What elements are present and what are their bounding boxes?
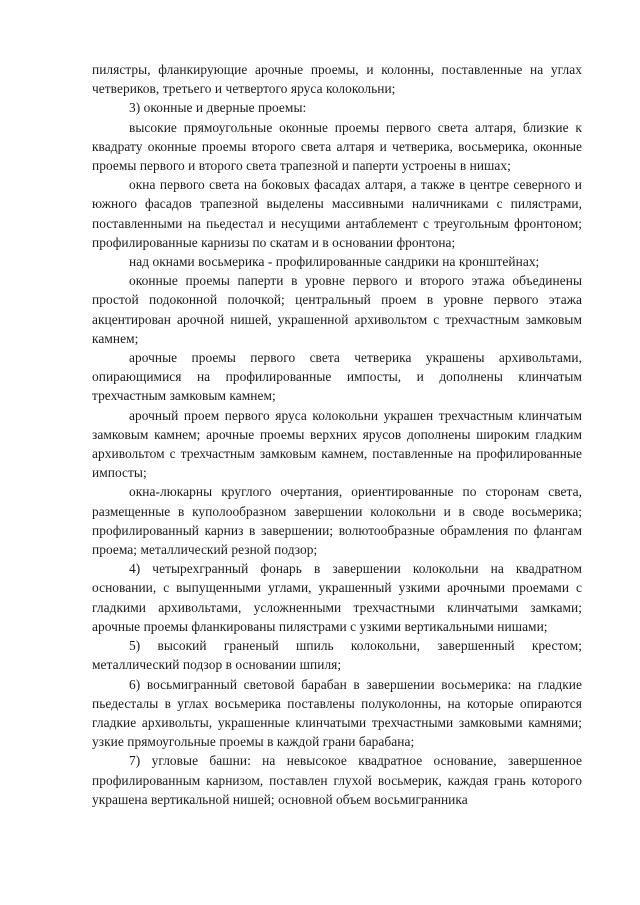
paragraph-pilasters: пилястры, фланкирующие арочные проемы, и колонны, поставленные на углах четвериков, третьего и четвертого яруса колокольни; xyxy=(92,62,582,97)
paragraph-corner-towers: 7) угловые башни: на невысокое квадратное основание, завершенное профилированным карнизом, поставлен глухой восьмерик, каждая грань которого украшена вертикальной нишей; основной объем восьмигранника xyxy=(92,753,582,807)
paragraph-porch-windows: оконные проемы паперти в уровне первого и второго этажа объединены простой подоконной полочкой; центральный проем в уровне первого этажа акцентирован арочной нишей, украшенной архивольтом с трехчастным замковым камнем; xyxy=(92,273,582,346)
paragraph-chetverik-arches: арочные проемы первого света четверика украшены архивольтами, опирающимися на профилированные импосты, и дополнены клинчатым трехчастным замковым камнем; xyxy=(92,350,582,404)
paragraph-lantern: 4) четырехгранный фонарь в завершении колокольни на квадратном основании, с выпущенными углами, украшенный узкими арочными проемами с гладкими архивольтами, усложненными трехчастными клинчатыми замками; арочные проемы фланкированы пилястрами с узкими вертикальными нишами; xyxy=(92,561,582,634)
paragraph-lucarnes: окна-люкарны круглого очертания, ориентированные по сторонам света, размещенные в куполообразном завершении колокольни и в своде восьмерика; профилированный карниз в завершении; волютообразные обрамления по флангам проема; металлический резной подзор; xyxy=(92,484,582,558)
paragraph-drum: 6) восьмигранный световой барабан в завершении восьмерика: на гладкие пьедесталы в углах восьмерика поставлены полуколонны, на которые опираются гладкие архивольты, украшенные клинчатыми трехчастными замковыми камнями; узкие прямоугольные проемы в каждой грани барабана; xyxy=(92,676,582,750)
heading-window-door-openings: 3) оконные и дверные проемы: xyxy=(129,100,307,116)
paragraph-spire: 5) высокий граненый шпиль колокольни, завершенный крестом; металлический подзор в основании шпиля; xyxy=(92,638,582,673)
paragraph-first-light-windows: окна первого света на боковых фасадах алтаря, а также в центре северного и южного фасадов трапезной выделены массивными наличниками с пилястрами, поставленными на пьедестал и несущими антаблемент с треугольным фронтоном; профилированные карнизы по скатам и в основании фронтона; xyxy=(92,177,582,250)
paragraph-tall-windows: высокие прямоугольные оконные проемы первого света алтаря, близкие к квадрату оконные проемы второго света алтаря и четверика, восьмерика, оконные проемы первого и второго света трапезной и паперти устроены в нишах; xyxy=(92,119,582,174)
paragraph-belltower-arches: арочный проем первого яруса колокольни украшен трехчастным клинчатым замковым камнем; арочные проемы верхних ярусов дополнены широким гладким архивольтом с трехчастным замковым камнем, поставленные на профилированные импосты; xyxy=(92,407,582,481)
paragraph-octagon-sandriks: над окнами восьмерика - профилированные сандрики на кронштейнах; xyxy=(129,254,540,270)
document-page xyxy=(92,60,582,809)
